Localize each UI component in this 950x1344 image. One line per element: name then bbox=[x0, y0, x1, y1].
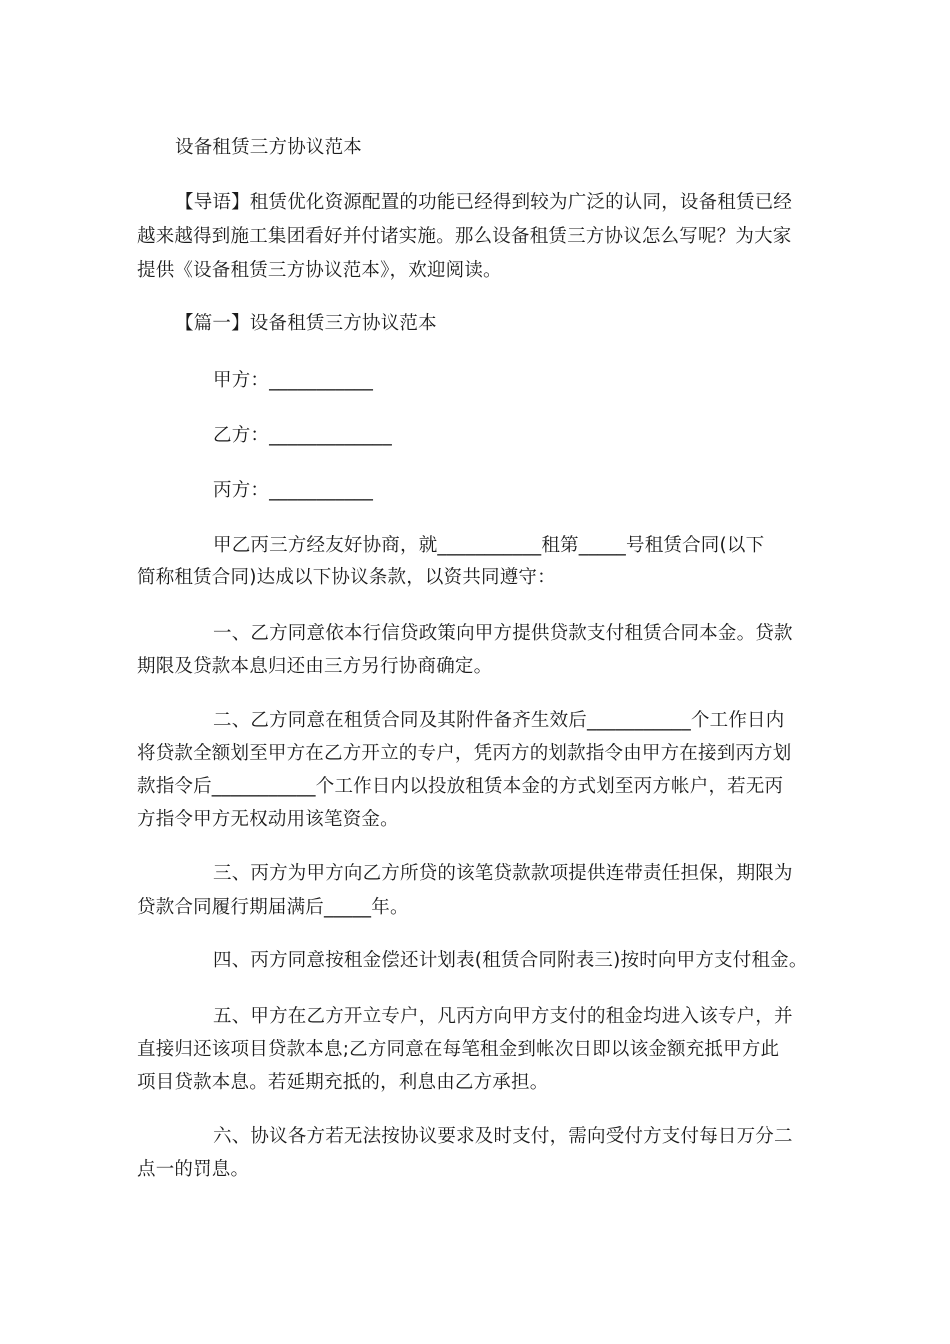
clause-4-line-1: 四、丙方同意按租金偿还计划表(租赁合同附表三)按时向甲方支付租金。 bbox=[213, 950, 808, 971]
clause-5-line-3: 项目贷款本息。若延期充抵的，利息由乙方承担。 bbox=[137, 1072, 549, 1093]
clause-5-line-1: 五、甲方在乙方开立专户，凡丙方向甲方支付的租金均进入该专户，并 bbox=[213, 1006, 793, 1027]
clause-1-line-2: 期限及贷款本息归还由三方另行协商确定。 bbox=[137, 656, 493, 677]
clause-6-line-1: 六、协议各方若无法按协议要求及时支付，需向受付方支付每日万分二 bbox=[213, 1126, 793, 1147]
clause-5-line-2: 直接归还该项目贷款本息;乙方同意在每笔租金到帐次日即以该金额充抵甲方此 bbox=[137, 1039, 780, 1060]
preamble-line-1: 甲乙丙三方经友好协商，就___________租第_____号租赁合同(以下 bbox=[213, 535, 765, 556]
intro-line-1: 【导语】租赁优化资源配置的功能已经得到较为广泛的认同，设备租赁已经 bbox=[175, 192, 793, 213]
clause-3-line-2: 贷款合同履行期届满后_____年。 bbox=[137, 897, 409, 918]
preamble-line-2: 简称租赁合同)达成以下协议条款，以资共同遵守： bbox=[137, 567, 556, 588]
clause-1-line-1: 一、乙方同意依本行信贷政策向甲方提供贷款支付租赁合同本金。贷款 bbox=[213, 623, 793, 644]
section-heading: 【篇一】设备租赁三方协议范本 bbox=[175, 313, 437, 334]
intro-line-2: 越来越得到施工集团看好并付诸实施。那么设备租赁三方协议怎么写呢？为大家 bbox=[137, 226, 792, 247]
clause-2-line-1: 二、乙方同意在租赁合同及其附件备齐生效后___________个工作日内 bbox=[213, 710, 785, 731]
clause-2-line-3: 款指令后___________个工作日内以投放租赁本金的方式划至丙方帐户，若无丙 bbox=[137, 776, 784, 797]
clause-3-line-1: 三、丙方为甲方向乙方所贷的该笔贷款款项提供连带责任担保，期限为 bbox=[213, 863, 793, 884]
clause-2-line-2: 将贷款全额划至甲方在乙方开立的专户，凭丙方的划款指令由甲方在接到丙方划 bbox=[137, 743, 792, 764]
party-jia: 甲方：___________ bbox=[213, 370, 374, 391]
clause-2-line-4: 方指令甲方无权动用该笔资金。 bbox=[137, 809, 399, 830]
party-yi: 乙方：_____________ bbox=[213, 425, 392, 446]
party-bing: 丙方：___________ bbox=[213, 480, 374, 501]
clause-6-line-2: 点一的罚息。 bbox=[137, 1159, 250, 1180]
document-title: 设备租赁三方协议范本 bbox=[175, 137, 363, 158]
intro-line-3: 提供《设备租赁三方协议范本》，欢迎阅读。 bbox=[137, 260, 502, 281]
